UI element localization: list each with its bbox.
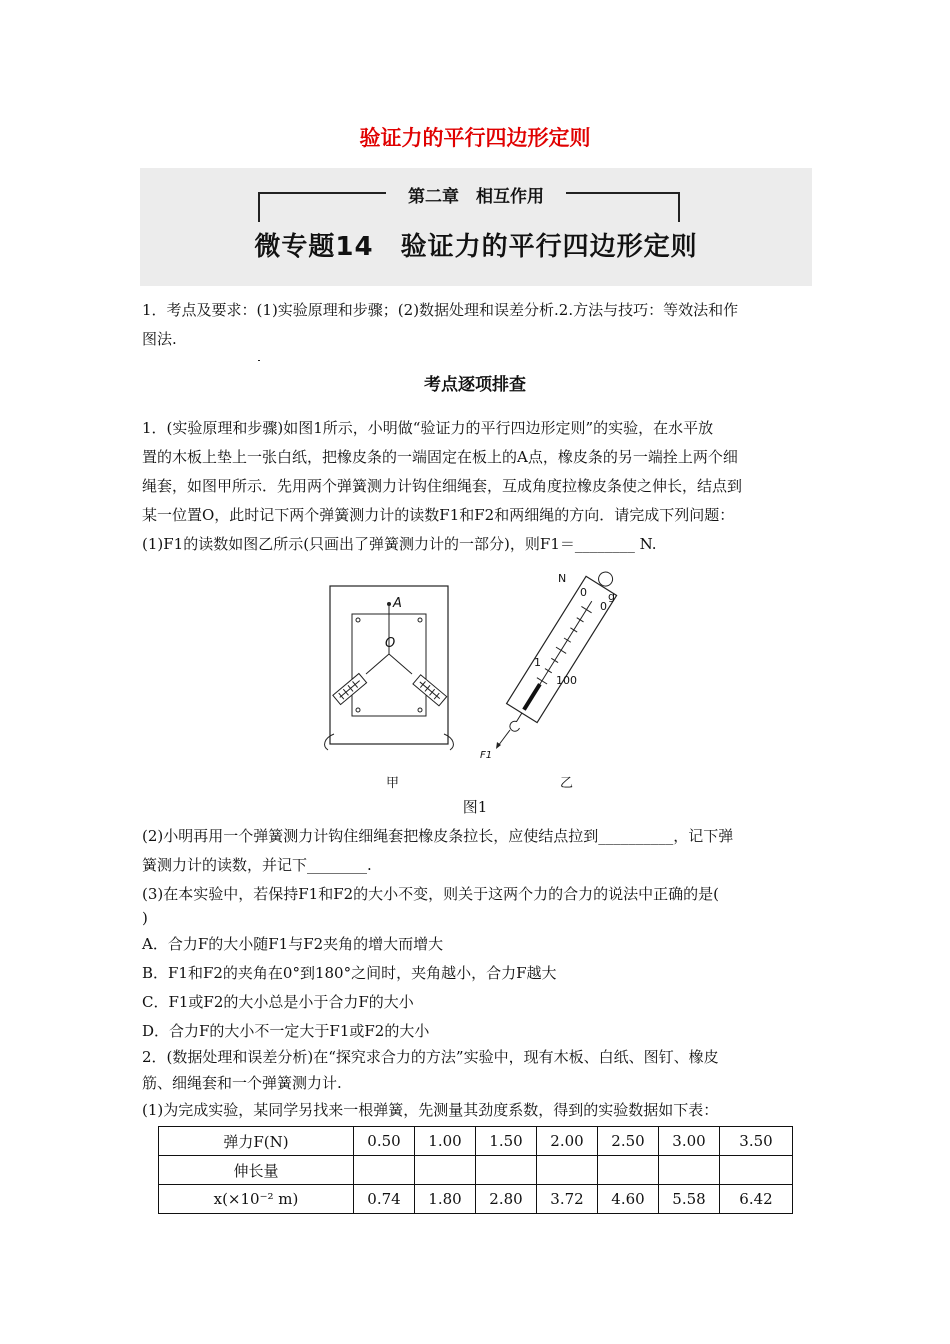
table-cell: 2.50 xyxy=(598,1127,659,1156)
q1-part-2b: 簧测力计的读数，并记下________. xyxy=(142,856,372,874)
table-row-extension-label xyxy=(159,1156,793,1185)
table-header-extension: 伸长量 xyxy=(159,1156,354,1185)
table-header-x: x(×10⁻² m) xyxy=(159,1185,354,1214)
chapter-title: 第二章 相互作用 xyxy=(408,187,544,207)
table-row-force xyxy=(159,1127,793,1156)
q2-line-2: 筋、细绳套和一个弹簧测力计. xyxy=(142,1074,342,1092)
table-cell-empty xyxy=(354,1156,415,1185)
q2-line-1: 2．(数据处理和误差分析)在“探究求合力的方法”实验中，现有木板、白纸、图钉、橡皮 xyxy=(142,1048,719,1066)
spring-scale-left xyxy=(333,673,367,704)
q1-line-3: 绳套，如图甲所示．先用两个弹簧测力计钩住细绳套，互成角度拉橡皮条使之伸长，结点到 xyxy=(142,477,743,495)
table-cell-empty xyxy=(415,1156,476,1185)
q1-line-2: 置的木板上垫上一张白纸，把橡皮条的一端固定在板上的A点，橡皮条的另一端拴上两个细 xyxy=(142,448,738,466)
force-f1-label: F1 xyxy=(480,750,493,761)
table-cell: 5.58 xyxy=(659,1185,720,1214)
q2-part-1: (1)为完成实验，某同学另找来一根弹簧，先测量其劲度系数，得到的实验数据如下表： xyxy=(142,1101,719,1119)
banner-rule-left xyxy=(258,360,260,361)
table-cell: 1.80 xyxy=(415,1185,476,1214)
table-cell-empty xyxy=(598,1156,659,1185)
q1-line-1: 1．(实验原理和步骤)如图1所示，小明做“验证力的平行四边形定则”的实验，在水平放 xyxy=(142,419,714,437)
scale-one-label: 1 xyxy=(534,656,541,669)
table-header-force: 弹力F(N) xyxy=(159,1127,354,1156)
table-cell: 6.42 xyxy=(720,1185,793,1214)
figure-caption: 图1 xyxy=(462,798,488,816)
scale-zero-1-label: 0 xyxy=(580,586,587,599)
table-cell: 3.00 xyxy=(659,1127,720,1156)
scale-unit-label: N xyxy=(558,572,567,585)
point-a-label: A xyxy=(393,596,402,611)
table-row-extension xyxy=(159,1185,793,1214)
section-title: 考点逐项排查 xyxy=(424,375,526,395)
intro-line-2: 图法. xyxy=(142,330,177,348)
q1-line-4: 某一位置O，此时记下两个弹簧测力计的读数F1和F2和两细绳的方向．请完成下列问题： xyxy=(142,506,735,524)
topic-title: 微专题14 验证力的平行四边形定则 xyxy=(254,232,698,262)
figure-jia-label: 甲 xyxy=(386,776,400,791)
table-cell: 1.00 xyxy=(415,1127,476,1156)
point-o-label: O xyxy=(385,636,396,651)
table-cell-empty xyxy=(720,1156,793,1185)
table-cell: 3.72 xyxy=(537,1185,598,1214)
q1-part-3a: (3)在本实验中，若保持F1和F2的大小不变，则关于这两个力的合力的说法中正确的是( xyxy=(142,885,720,903)
scale-zero-2-label: 0 xyxy=(600,600,607,613)
table-cell: 4.60 xyxy=(598,1185,659,1214)
scale-hundred-label: 100 xyxy=(556,674,577,687)
data-table xyxy=(158,1126,793,1214)
scale-g-label: g xyxy=(608,590,615,603)
figure-yi-label: 乙 xyxy=(560,776,574,791)
q1-part-1: (1)F1的读数如图乙所示(只画出了弹簧测力计的一部分)，则F1＝________ N. xyxy=(142,535,657,553)
page-title: 验证力的平行四边形定则 xyxy=(359,126,591,150)
chapter-banner xyxy=(140,168,812,286)
spring-scale-right xyxy=(413,675,447,706)
table-cell-empty xyxy=(659,1156,720,1185)
q1-option-a: A．合力F的大小随F1与F2夹角的增大而增大 xyxy=(142,935,444,953)
table-cell: 2.00 xyxy=(537,1127,598,1156)
table-cell: 3.50 xyxy=(720,1127,793,1156)
intro-line-1: 1．考点及要求：(1)实验原理和步骤；(2)数据处理和误差分析.2.方法与技巧：等效法和作 xyxy=(142,301,739,319)
figure-1 xyxy=(320,562,620,802)
spring-balance xyxy=(496,564,620,740)
q1-option-c: C．F1或F2的大小总是小于合力F的大小 xyxy=(142,993,414,1011)
table-cell-empty xyxy=(476,1156,537,1185)
q1-part-2a: (2)小明再用一个弹簧测力计钩住细绳套把橡皮条拉长，应使结点拉到__________，记下弹 xyxy=(142,827,734,845)
q1-part-3b: ) xyxy=(142,909,148,927)
table-cell: 2.80 xyxy=(476,1185,537,1214)
table-cell-empty xyxy=(537,1156,598,1185)
table-cell: 1.50 xyxy=(476,1127,537,1156)
q1-option-d: D．合力F的大小不一定大于F1或F2的大小 xyxy=(142,1022,430,1040)
table-cell: 0.50 xyxy=(354,1127,415,1156)
q1-option-b: B．F1和F2的夹角在0°到180°之间时，夹角越小，合力F越大 xyxy=(142,964,557,982)
table-cell: 0.74 xyxy=(354,1185,415,1214)
